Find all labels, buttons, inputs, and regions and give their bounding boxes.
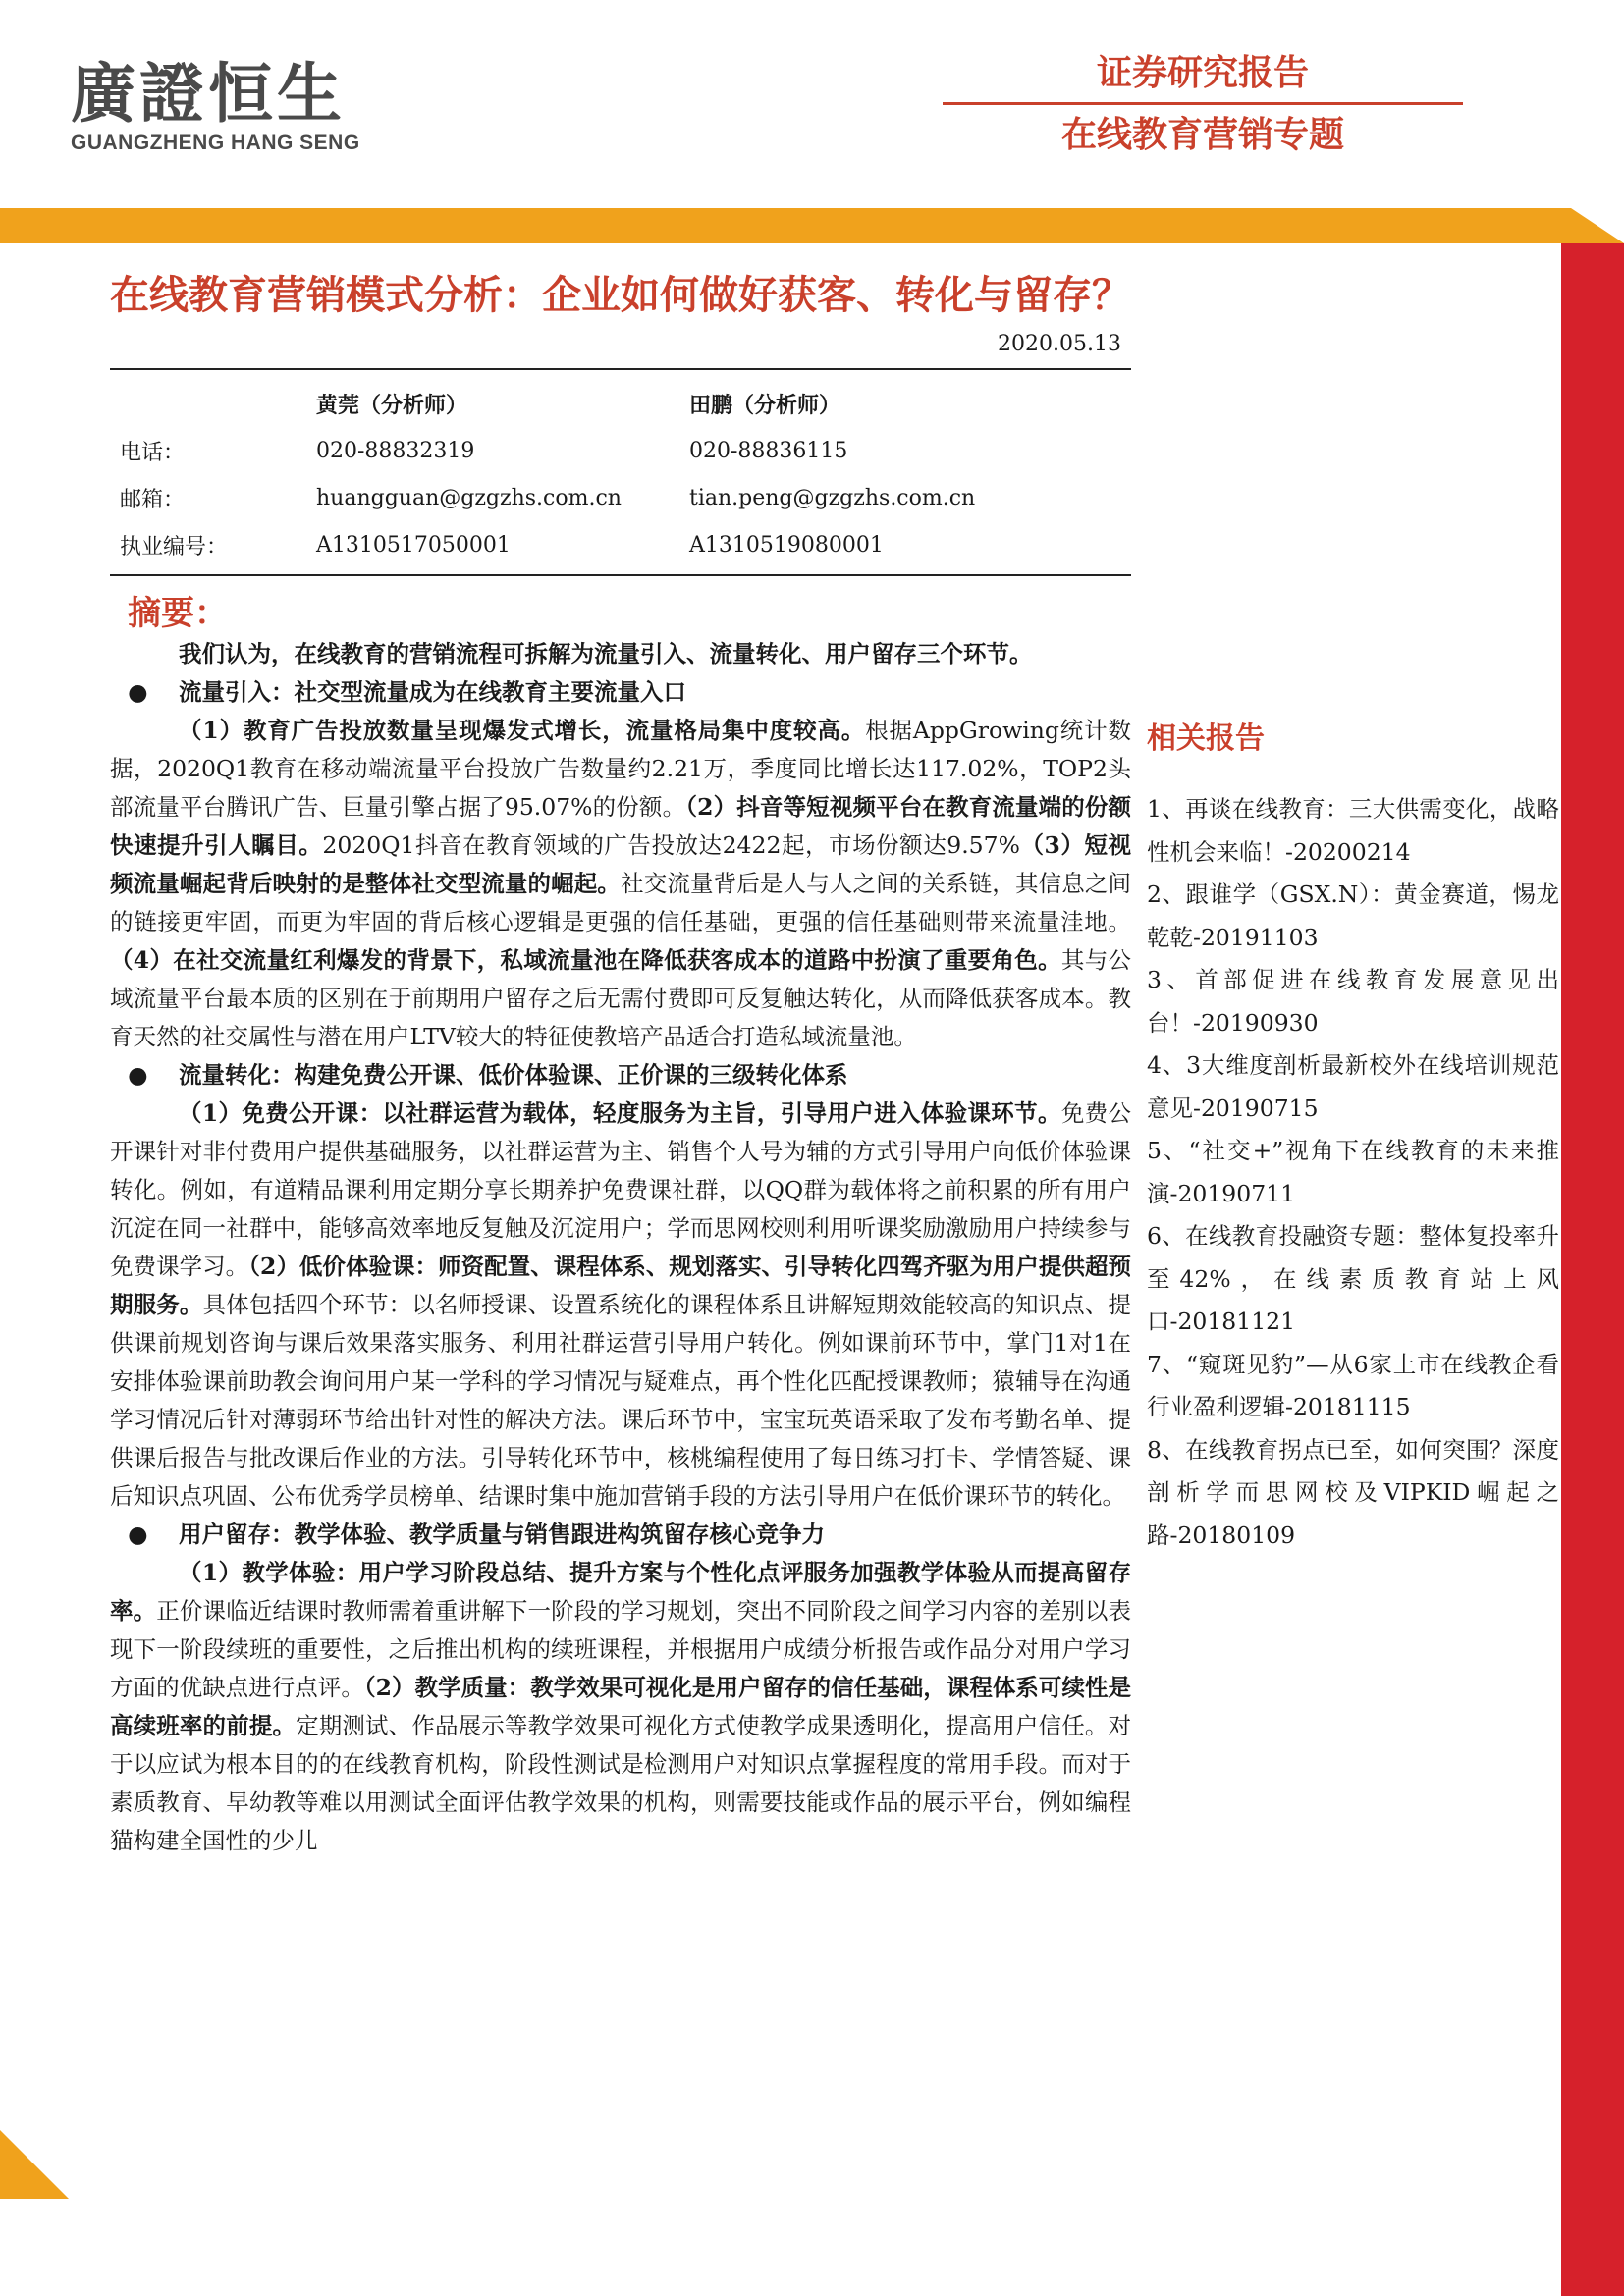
body-text: 定期测试、作品展示等教学效果可视化方式使教学成果透明化，提高用户信任。对于以应试为根本目的的在线教育机构，阶段性测试是检测用户对知识点掌握程度的常用手段。而对于素质教育、早幼教等难以用测试全面评估教学效果的机构，则需要技能或作品的展示平台，例如编程猫构建全国性的少儿 bbox=[110, 1712, 1132, 1854]
report-header bbox=[943, 51, 1463, 158]
related-report-link[interactable]: 1、再谈在线教育：三大供需变化，战略性机会来临！-20200214 bbox=[1147, 795, 1559, 866]
related-report-link[interactable]: 8、在线教育拐点已至，如何突围？深度剖析学而思网校及VIPKID崛起之路-20180109 bbox=[1147, 1435, 1559, 1549]
emphasis-text: （2）教学质量：教学效果可视化是用户留存的信任基础，课程体系可续性是高续班率的前提。 bbox=[110, 1674, 1132, 1739]
divider bbox=[110, 574, 1131, 576]
related-report-link[interactable]: 5、“社交+”视角下在线教育的未来推演-20190711 bbox=[1147, 1137, 1559, 1207]
section-title: 流量转化：构建免费公开课、低价体验课、正价课的三级转化体系 bbox=[179, 1061, 848, 1089]
body-text: 2020Q1抖音在教育领域的广告投放达2422起，市场份额达9.57% bbox=[322, 831, 1020, 859]
divider bbox=[110, 368, 1131, 370]
report-topic: 在线教育营销专题 bbox=[1060, 115, 1344, 155]
related-report-link[interactable]: 6、在线教育投融资专题：整体复投率升至42%，在线素质教育站上风口-20181121 bbox=[1147, 1222, 1559, 1335]
analyst-license-row bbox=[110, 521, 1131, 568]
emphasis-text: （2）低价体验课：师资配置、课程体系、规划落实、引导转化四驾齐驱为用户提供超预期服务。 bbox=[110, 1253, 1132, 1318]
related-report-link[interactable]: 3、首部促进在线教育发展意见出台！-20190930 bbox=[1147, 966, 1559, 1037]
corner-decoration bbox=[0, 2130, 69, 2199]
license-value: A1310517050001 bbox=[316, 532, 511, 558]
emphasis-text: （1）教育广告投放数量呈现爆发式增长，流量格局集中度较高。 bbox=[179, 717, 866, 744]
analyst-table bbox=[110, 380, 1131, 568]
report-date: 2020.05.13 bbox=[998, 332, 1121, 356]
main-column bbox=[110, 265, 1131, 1860]
bullet-icon: ● bbox=[128, 678, 148, 706]
abstract-intro: 我们认为，在线教育的营销流程可拆解为流量引入、流量转化、用户留存三个环节。 bbox=[179, 640, 1033, 667]
section-paragraph bbox=[110, 1554, 1131, 1860]
section-title: 流量引入：社交型流量成为在线教育主要流量入口 bbox=[179, 678, 686, 706]
email-value: tian.peng@gzgzhs.com.cn bbox=[689, 485, 976, 510]
related-reports bbox=[1147, 720, 1559, 1557]
header-divider bbox=[943, 102, 1463, 105]
related-report-link[interactable]: 7、“窥斑见豹”—从6家上市在线教企看行业盈利逻辑-20181115 bbox=[1147, 1350, 1559, 1420]
phone-value: 020-88832319 bbox=[316, 438, 475, 463]
body-text: 免费公开课针对非付费用户提供基础服务，以社群运营为主、销售个人号为辅的方式引导用户向低价体验课转化。例如，有道精品课利用定期分享长期养护免费课社群，以QQ群为载体将之前积累的所有用户沉淀在同一社群中，能够高效率地反复触及沉淀用户；学而思网校则利用听课奖励激励用户持续参与免费课学习。 bbox=[110, 1099, 1131, 1280]
license-value: A1310519080001 bbox=[689, 532, 884, 558]
emphasis-text: （1）教学体验：用户学习阶段总结、提升方案与个性化点评服务加强教学体验从而提高留存率。 bbox=[110, 1559, 1131, 1625]
body-text: 具体包括四个环节：以名师授课、设置系统化的课程体系且讲解短期效能较高的知识点、提供课前规划咨询与课后效果落实服务、利用社群运营引导用户转化。例如课前环节中，掌门1对1在安排体验课前助教会询问用户某一学科的学习情况与疑难点，再个性化匹配授课教师；猿辅导在沟通学习情况后针对薄弱环节给出针对性的解决方法。课后环节中，宝宝玩英语采取了发布考勤名单、提供课后报告与批改课后作业的方法。引导转化环节中，核桃编程使用了每日练习打卡、学情答疑、课后知识点巩固、公布优秀学员榜单、结课时集中施加营销手段的方法引导用户在低价课环节的转化。 bbox=[110, 1291, 1132, 1510]
logo-english: GUANGZHENG HANG SENG bbox=[71, 132, 360, 154]
email-value: huangguan@gzgzhs.com.cn bbox=[316, 485, 622, 510]
section-heading bbox=[110, 1516, 1131, 1554]
body-text: 其与公域流量平台最本质的区别在于前期用户留存之后无需付费即可反复触达转化，从而降低获客成本。教育天然的社交属性与潜在用户LTV较大的特征使教培产品适合打造私域流量池。 bbox=[110, 946, 1132, 1050]
abstract-heading: 摘要： bbox=[128, 594, 228, 633]
company-logo bbox=[71, 56, 365, 155]
phone-value: 020-88836115 bbox=[689, 438, 848, 463]
body-text: 根据AppGrowing统计数据，2020Q1教育在移动端流量平台投放广告数量约2.21万，季度同比增长达117.02%，TOP2头部流量平台腾讯广告、巨量引擎占据了95.07%的份额。 bbox=[110, 717, 1131, 821]
page-title: 在线教育营销模式分析：企业如何做好获客、转化与留存？ bbox=[110, 272, 1131, 318]
emphasis-text: （3）短视频流量崛起背后映射的是整体社交型流量的崛起。 bbox=[110, 831, 1132, 897]
section-paragraph bbox=[110, 1095, 1131, 1516]
row-label: 执业编号： bbox=[120, 534, 229, 560]
orange-band bbox=[0, 208, 1624, 243]
emphasis-text: （1）免费公开课：以社群运营为载体，轻度服务为主旨，引导用户进入体验课环节。 bbox=[179, 1099, 1061, 1127]
bullet-icon: ● bbox=[128, 1061, 148, 1089]
red-sidebar bbox=[1561, 243, 1624, 2296]
body-text: 正价课临近结课时教师需着重讲解下一阶段的学习规划，突出不同阶段之间学习内容的差别以表现下一阶段续班的重要性，之后推出机构的续班课程，并根据用户成绩分析报告或作品分对用户学习方面的优缺点进行点评。 bbox=[110, 1597, 1132, 1701]
body-text: 社交流量背后是人与人之间的关系链，其信息之间的链接更牢固，而更为牢固的背后核心逻辑是更强的信任基础，更强的信任基础则带来流量洼地。 bbox=[110, 870, 1132, 935]
analyst-email-row bbox=[110, 474, 1131, 521]
analyst-name: 黄莞（分析师） bbox=[316, 392, 468, 418]
section-heading bbox=[110, 673, 1131, 712]
row-label: 电话： bbox=[120, 440, 186, 465]
analyst-name: 田鹏（分析师） bbox=[689, 392, 841, 418]
report-type: 证券研究报告 bbox=[1096, 53, 1309, 93]
analyst-names-row bbox=[110, 380, 1131, 427]
section-title: 用户留存：教学体验、教学质量与销售跟进构筑留存核心竞争力 bbox=[179, 1521, 825, 1548]
related-list bbox=[1147, 788, 1559, 1557]
bullet-icon: ● bbox=[128, 1521, 148, 1548]
abstract-sections bbox=[110, 673, 1131, 1860]
emphasis-text: （2）抖音等短视频平台在教育流量端的份额快速提升引人瞩目。 bbox=[110, 793, 1131, 859]
related-report-link[interactable]: 2、跟谁学（GSX.N）：黄金赛道，惕龙乾乾-20191103 bbox=[1147, 881, 1559, 951]
related-heading: 相关报告 bbox=[1147, 721, 1265, 756]
related-report-link[interactable]: 4、3大维度剖析最新校外在线培训规范意见-20190715 bbox=[1147, 1051, 1559, 1122]
analyst-phone-row bbox=[110, 427, 1131, 474]
emphasis-text: （4）在社交流量红利爆发的背景下，私域流量池在降低获客成本的道路中扮演了重要角色。 bbox=[110, 946, 1061, 974]
logo-chinese: 廣證恒生 bbox=[71, 56, 346, 132]
row-label: 邮箱： bbox=[120, 487, 186, 512]
section-paragraph bbox=[110, 712, 1131, 1056]
section-heading bbox=[110, 1056, 1131, 1095]
